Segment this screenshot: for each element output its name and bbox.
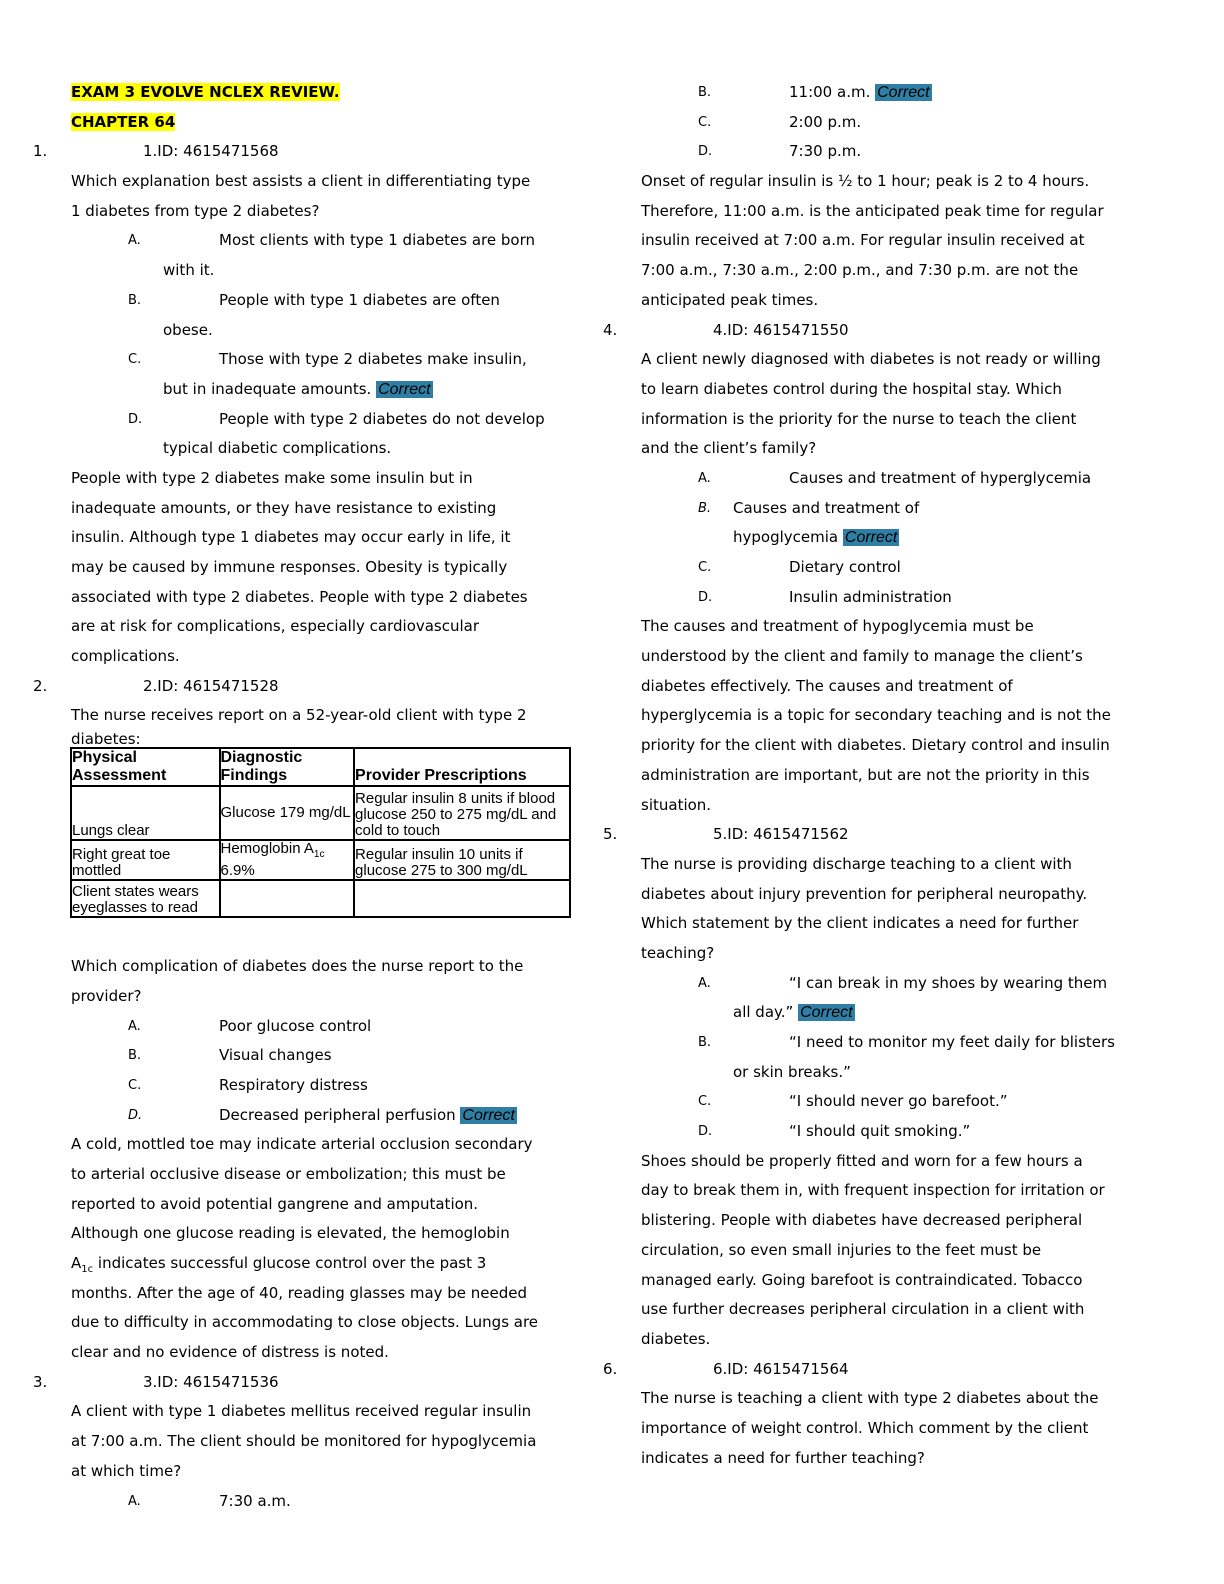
table-cell	[354, 880, 570, 917]
q2-option-b[interactable]: B. Visual changes	[128, 1046, 332, 1065]
q1-option-c[interactable]: C. Those with type 2 diabetes make insulin,	[128, 350, 527, 369]
question-2-header: 2. 2.ID: 4615471528	[33, 672, 593, 702]
question-3-rationale: Onset of regular insulin is ½ to 1 hour; peak is 2 to 4 hours. Therefore, 11:00 a.m. is the anticipated peak time for regular insulin received at 7:00 a.m. For regular insulin received at 7:00 a.m., 7:30 a.m., 2:00 p.m., and 7:30 p.m. are not the anticipated peak times.	[641, 172, 1104, 309]
question-2-stem: The nurse receives report on a 52-year-old client with type 2	[71, 706, 527, 725]
question-3-header: 3. 3.ID: 4615471536	[33, 1368, 593, 1398]
table-cell: Lungs clear	[71, 786, 220, 840]
q3-option-a[interactable]: A. 7:30 a.m.	[128, 1491, 291, 1510]
correct-badge: Correct	[844, 529, 898, 547]
q4-option-b[interactable]: B. Causes and treatment of	[698, 498, 920, 517]
question-4-rationale: The causes and treatment of hypoglycemia must be understood by the client and family to manage the client’s diabetes effectively. The causes and treatment of hyperglycemia is a topic for secondary teaching and is not the priority for the client with diabetes. Dietary control and insulin administration are important, but are not the priority in this situation.	[641, 617, 1111, 814]
correct-badge: Correct	[877, 84, 930, 101]
q1-option-b[interactable]: B. People with type 1 diabetes are often	[128, 290, 500, 309]
table-header: Provider Prescriptions	[354, 748, 570, 786]
q2-option-d[interactable]: D. Decreased peripheral perfusion Correct	[128, 1105, 515, 1124]
q4-option-d[interactable]: D. Insulin administration	[698, 587, 952, 606]
table-cell: Right great toe mottled	[71, 840, 220, 880]
q4-option-c[interactable]: C. Dietary control	[698, 558, 901, 576]
document-title: EXAM 3 EVOLVE NCLEX REVIEW.	[71, 83, 340, 101]
q2-option-c[interactable]: C. Respiratory distress	[128, 1075, 368, 1094]
question-6-id: 6.ID: 4615471564	[713, 1359, 849, 1378]
q3-option-d[interactable]: D. 7:30 p.m.	[698, 142, 862, 161]
table-cell	[220, 880, 355, 917]
table-cell: Regular insulin 10 units if glucose 275 to 300 mg/dL	[354, 840, 570, 880]
question-5-id: 5.ID: 4615471562	[713, 825, 849, 844]
table-cell: Client states wears eyeglasses to read	[71, 880, 220, 917]
question-3-id: 3.ID: 4615471536	[143, 1372, 279, 1391]
q5-option-c[interactable]: C. “I should never go barefoot.”	[698, 1092, 1008, 1111]
q3-option-c[interactable]: C. 2:00 p.m.	[698, 112, 862, 131]
question-2-id: 2.ID: 4615471528	[143, 676, 279, 695]
table-cell: Glucose 179 mg/dL	[220, 786, 355, 840]
question-1-id: 1.ID: 4615471568	[143, 142, 279, 161]
q5-option-a[interactable]: A. “I can break in my shoes by wearing them	[698, 973, 1108, 992]
table-cell: Regular insulin 8 units if blood glucose 250 to 275 mg/dL and cold to touch	[354, 786, 570, 840]
question-4-id: 4.ID: 4615471550	[713, 320, 849, 339]
q5-option-b[interactable]: B. “I need to monitor my feet daily for blisters	[698, 1033, 1115, 1051]
question-5-rationale: Shoes should be properly fitted and worn for a few hours a day to break them in, with frequent inspection for irritation or blistering. People with diabetes have decreased peripheral circulation, so even small injuries to the feet must be managed early. Going barefoot is contraindicated. Tobacco use further decreases peripheral circulation in a client with diabetes.	[641, 1151, 1105, 1348]
correct-badge: Correct	[462, 1106, 515, 1124]
right-column: B. 11:00 a.m. Correct C. 2:00 p.m. D. 7:30 p.m. Onset of regular insulin is ½ to 1 hour; peak is 2 to 4 hours. Therefore, 11:00 a.m. is the anticipated peak time for regular insulin received at 7:00 a.m. For regular insulin received at 7:00 a.m., 7:30 a.m., 2:00 p.m., and 7:30 p.m. are not the anticipated peak times. 4. 4.ID: 4615471550 A client newly diagnosed with diabetes is not ready or willing to learn diabetes control during the hospital stay. Which information is the priority for the nurse to teach the client and the client’s family? A. Causes and treatment of hyperglycemia B. Causes and treatment of hypoglycemia Correct C. Dietary control D. Insulin administration The causes and treatment of hypoglycemia must be understood by the client and family to manage the client’s diabetes effectively. The causes and treatment of hyperglycemia is a topic for secondary teaching and is not the priority for the client with diabetes. Dietary control and insulin administration are important, but are not the priority in this situation. 5. 5.ID: 4615471562 The nurse is providing discharge teaching to a client with diabetes about injury prevention for peripheral neuropathy. Which statement by the client indicates a need for further teaching? A. “I can break in my shoes by wearing them all day.” Correct B. “I need to monitor my feet daily for blisters or skin breaks.” C. “I should never go barefoot.” D. “I should quit smoking.” Shoes should be properly fitted and worn for a few hours a day to break them in, with frequent inspection for irritation or blistering. People with diabetes have decreased peripheral circulation, so even small injuries to the feet must be managed early. Going barefoot is contraindicated. Tobacco use further decreases peripheral circulation in a client with diabetes. 6. 6.ID: 4615471564 The nurse is teaching a client with type 2 diabetes about the importance of weight control. Which comment by the client indicates a need for further teaching?	[603, 78, 1163, 1473]
q5-option-d[interactable]: D. “I should quit smoking.”	[698, 1122, 971, 1141]
report-table	[70, 747, 571, 918]
left-column: EXAM 3 EVOLVE NCLEX REVIEW. CHAPTER 64 1. 1.ID: 4615471568 Which explanation best assists a client in differentiating type 1 diabetes from type 2 diabetes? A. Most clients with type 1 diabetes are born with it. B. People with type 1 diabetes are often obese. C. Those with type 2 diabetes make insulin, but in inadequate amounts. Correct D. People with type 2 diabetes do not develop typical diabetic complications. People with type 2 diabetes make some insulin but in inadequate amounts, or they have resistance to existing insulin. Although type 1 diabetes may occur early in life, it may be caused by immune responses. Obesity is typically associated with type 2 diabetes. People with type 2 diabetes are at risk for complications, especially cardiovascular complications. 2. 2.ID: 4615471528 The nurse receives report on a 52-year-old client with type 2 diabetes: Physical Assessment Diagnostic Findings Provider Prescriptions Lungs clear Glucose 179 mg/dL Regular insulin 8 units if blood glucose 250 to 275 mg/dL and cold to touch Right great toe mottled Hemoglobin $A_{1c}$ 6.9% Regular insulin 10 units if glucose 275 to 300 mg/dL Client states wears eyeglasses to read Which complication of diabetes does the nurse report to the provider? A. Poor glucose control B. Visual changes C. Respiratory distress D. Decreased peripheral perfusion Correct A cold, mottled toe may indicate arterial occlusion secondary to arterial occlusive disease or embolization; this must be reported to avoid potential gangrene and amputation. Although one glucose reading is elevated, the hemoglobin $A_{1c}$ indicates successful glucose control over the past 3 months. After the age of 40, reading glasses may be needed due to difficulty in accommodating to close objects. Lungs are clear and no evidence of distress is noted. 3. 3.ID: 4615471536 A client with type 1 diabetes mellitus received regular insulin at 7:00 a.m. The client should be monitored for hypoglycemia at which time? A. 7:30 a.m.	[33, 78, 593, 1516]
table-header: Physical Assessment	[71, 748, 220, 786]
chapter-heading: CHAPTER 64	[71, 112, 176, 131]
question-6-stem: The nurse is teaching a client with type 2 diabetes about the	[641, 1389, 1099, 1408]
question-6-header: 6. 6.ID: 4615471564	[603, 1355, 1163, 1385]
question-5-stem: The nurse is providing discharge teaching to a client with	[641, 854, 1072, 873]
question-1-stem: Which explanation best assists a client in differentiating type	[71, 172, 531, 191]
q3-option-b[interactable]: B. 11:00 a.m. Correct	[698, 83, 930, 101]
table-cell: Hemoglobin $A_{1c}$ 6.9%	[220, 840, 355, 880]
q1-option-d[interactable]: D. People with type 2 diabetes do not develop	[128, 409, 545, 428]
question-1-rationale: People with type 2 diabetes make some insulin but in inadequate amounts, or they have resistance to existing insulin. Although type 1 diabetes may occur early in life, it may be caused by immune responses. Obesity is typically associated with type 2 diabetes. People with type 2 diabetes are at risk for complications, especially cardiovascular complications.	[71, 468, 528, 666]
correct-badge: Correct	[800, 1004, 853, 1022]
question-5-header: 5. 5.ID: 4615471562	[603, 820, 1163, 850]
question-2-rationale: A cold, mottled toe may indicate arterial occlusion secondary to arterial occlusive disease or embolization; this must be reported to avoid potential gangrene and amputation. Although one glucose reading is elevated, the hemoglobin $A_{1c}$ indicates successful glucose control over the past 3 months. After the age of 40, reading glasses may be needed due to difficulty in accommodating to close objects. Lungs are clear and no evidence of distress is noted.	[71, 1135, 539, 1362]
question-4-header: 4. 4.ID: 4615471550	[603, 316, 1163, 346]
question-4-stem: A client newly diagnosed with diabetes is not ready or willing	[641, 350, 1101, 369]
question-1-header: 1. 1.ID: 4615471568	[33, 137, 593, 167]
question-3-stem: A client with type 1 diabetes mellitus received regular insulin	[71, 1402, 532, 1421]
q1-option-a[interactable]: A. Most clients with type 1 diabetes are born	[128, 231, 536, 250]
q2-option-a[interactable]: A. Poor glucose control	[128, 1016, 372, 1035]
table-header: Diagnostic Findings	[220, 748, 355, 786]
correct-badge: Correct	[378, 380, 431, 398]
q4-option-a[interactable]: A. Causes and treatment of hyperglycemia	[698, 468, 1092, 487]
